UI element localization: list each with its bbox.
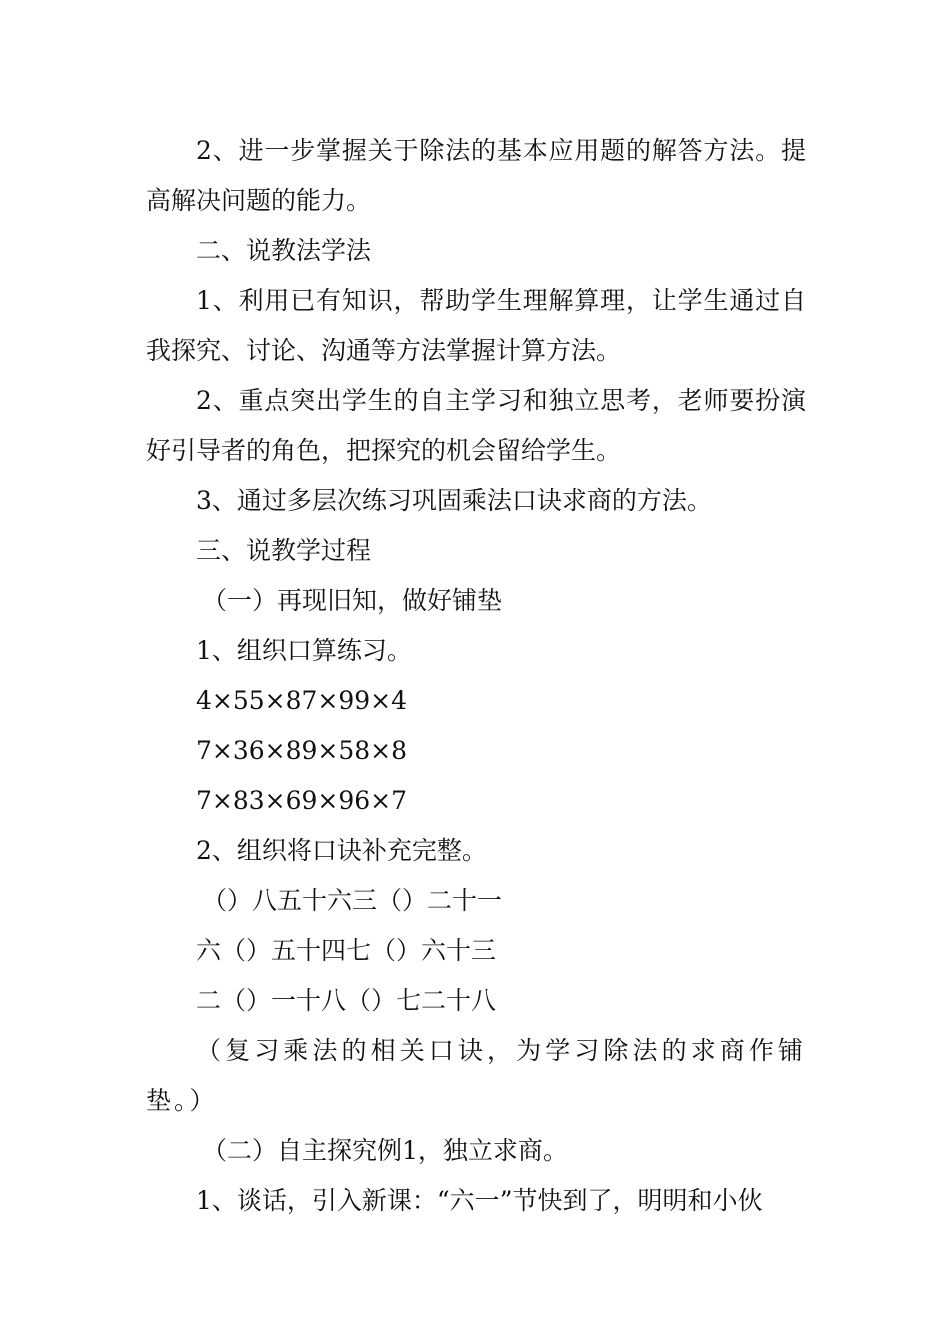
paragraph-method-2: 2、重点突出学生的自主学习和独立思考，老师要扮演好引导者的角色，把探究的机会留给学生。: [146, 386, 806, 465]
section-heading-teaching-process: 三、说教学过程: [196, 536, 372, 565]
paragraph-objective-2: 2、进一步掌握关于除法的基本应用题的解答方法。提高解决问题的能力。: [146, 136, 806, 215]
subsection-heading-explore: （二）自主探究例1，独立求商。: [202, 1136, 568, 1165]
subsection-heading-review: （一）再现旧知，做好铺垫: [202, 586, 503, 615]
rhyme-line-1: （）八五十六三（）二十一: [202, 886, 503, 915]
paragraph-introduction: 1、谈话，引入新课：“六一”节快到了，明明和小伙: [196, 1186, 763, 1215]
expression-line-2: 7×36×89×58×8: [196, 736, 408, 765]
rhyme-line-2: 六（）五十四七（）六十三: [196, 936, 497, 965]
paragraph-method-1: 1、利用已有知识，帮助学生理解算理，让学生通过自我探究、讨论、沟通等方法掌握计算方法。: [146, 286, 806, 365]
expression-line-1: 4×55×87×99×4: [196, 686, 408, 715]
paragraph-review-note: （复习乘法的相关口诀，为学习除法的求商作铺垫。）: [146, 1036, 806, 1115]
document-body: [146, 126, 806, 1226]
rhyme-line-3: 二（）一十八（）七二十八: [196, 986, 497, 1015]
paragraph-method-3: 3、通过多层次练习巩固乘法口诀求商的方法。: [196, 486, 712, 515]
paragraph-complete-rhymes: 2、组织将口诀补充完整。: [196, 836, 487, 865]
paragraph-oral-calculation: 1、组织口算练习。: [196, 636, 412, 665]
section-heading-teaching-methods: 二、说教法学法: [196, 236, 372, 265]
expression-line-3: 7×83×69×96×7: [196, 786, 408, 815]
